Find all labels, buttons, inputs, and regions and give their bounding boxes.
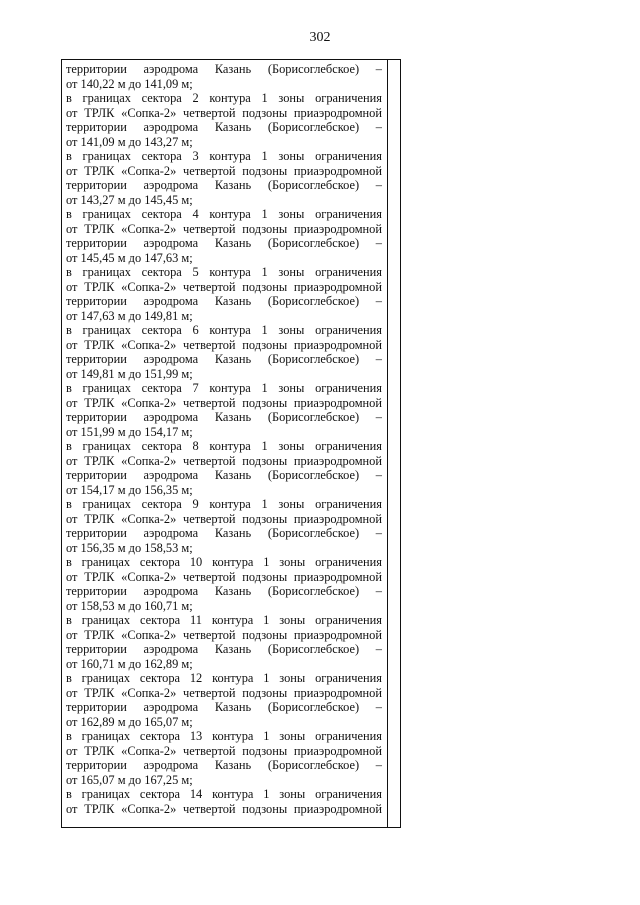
text-line: территории аэродрома Казань (Борисоглебское) – xyxy=(66,352,382,366)
text-line: от 158,53 м до 160,71 м; xyxy=(66,598,193,613)
text-line: в границах сектора 4 контура 1 зоны ограничения xyxy=(66,207,382,221)
text-line: от 151,99 м до 154,17 м; xyxy=(66,424,193,439)
text-line: территории аэродрома Казань (Борисоглебское) – xyxy=(66,236,382,250)
text-line: от ТРЛК «Сопка-2» четвертой подзоны приаэродромной xyxy=(66,163,382,178)
text-line: в границах сектора 11 контура 1 зоны ограничения xyxy=(66,613,382,627)
text-line: от 160,71 м до 162,89 м; xyxy=(66,656,193,671)
text-line: от 143,27 м до 145,45 м; xyxy=(66,192,193,207)
table-column-divider xyxy=(387,59,389,828)
text-line: территории аэродрома Казань (Борисоглебское) – xyxy=(66,178,382,192)
text-line: в границах сектора 7 контура 1 зоны ограничения xyxy=(66,381,382,395)
text-line: в границах сектора 12 контура 1 зоны ограничения xyxy=(66,671,382,685)
text-line: от 156,35 м до 158,53 м; xyxy=(66,540,193,555)
text-line: от ТРЛК «Сопка-2» четвертой подзоны приаэродромной xyxy=(66,453,382,468)
text-line: в границах сектора 10 контура 1 зоны ограничения xyxy=(66,555,382,569)
text-line: от ТРЛК «Сопка-2» четвертой подзоны приаэродромной xyxy=(66,105,382,120)
text-line: от 149,81 м до 151,99 м; xyxy=(66,366,193,381)
text-line: территории аэродрома Казань (Борисоглебское) – xyxy=(66,526,382,540)
text-line: от ТРЛК «Сопка-2» четвертой подзоны приаэродромной xyxy=(66,743,382,758)
text-line: от 162,89 м до 165,07 м; xyxy=(66,714,193,729)
text-line: от 147,63 м до 149,81 м; xyxy=(66,308,193,323)
text-line: территории аэродрома Казань (Борисоглебское) – xyxy=(66,700,382,714)
text-line: территории аэродрома Казань (Борисоглебское) – xyxy=(66,294,382,308)
text-line: в границах сектора 5 контура 1 зоны ограничения xyxy=(66,265,382,279)
text-line: территории аэродрома Казань (Борисоглебское) – xyxy=(66,642,382,656)
text-line: территории аэродрома Казань (Борисоглебское) – xyxy=(66,410,382,424)
text-line: в границах сектора 14 контура 1 зоны ограничения xyxy=(66,787,382,801)
restrictions-text-cell xyxy=(62,60,388,827)
page-number: 302 xyxy=(309,30,331,45)
text-line: от ТРЛК «Сопка-2» четвертой подзоны приаэродромной xyxy=(66,337,382,352)
text-line: от ТРЛК «Сопка-2» четвертой подзоны приаэродромной xyxy=(66,395,382,410)
text-line: от 141,09 м до 143,27 м; xyxy=(66,134,193,149)
text-line: от ТРЛК «Сопка-2» четвертой подзоны приаэродромной xyxy=(66,685,382,700)
text-line: в границах сектора 9 контура 1 зоны ограничения xyxy=(66,497,382,511)
text-line: территории аэродрома Казань (Борисоглебское) – xyxy=(66,468,382,482)
text-line: от ТРЛК «Сопка-2» четвертой подзоны приаэродромной xyxy=(66,569,382,584)
text-line: в границах сектора 3 контура 1 зоны ограничения xyxy=(66,149,382,163)
text-line: от ТРЛК «Сопка-2» четвертой подзоны приаэродромной xyxy=(66,221,382,236)
text-line: от 165,07 м до 167,25 м; xyxy=(66,772,193,787)
text-line: территории аэродрома Казань (Борисоглебское) – xyxy=(66,62,382,76)
text-line: в границах сектора 8 контура 1 зоны ограничения xyxy=(66,439,382,453)
text-line: от ТРЛК «Сопка-2» четвертой подзоны приаэродромной xyxy=(66,801,382,816)
text-line: от ТРЛК «Сопка-2» четвертой подзоны приаэродромной xyxy=(66,511,382,526)
text-line: от ТРЛК «Сопка-2» четвертой подзоны приаэродромной xyxy=(66,279,382,294)
text-line: территории аэродрома Казань (Борисоглебское) – xyxy=(66,758,382,772)
text-line: территории аэродрома Казань (Борисоглебское) – xyxy=(66,120,382,134)
text-line: территории аэродрома Казань (Борисоглебское) – xyxy=(66,584,382,598)
text-line: от 140,22 м до 141,09 м; xyxy=(66,76,193,91)
text-line: от 154,17 м до 156,35 м; xyxy=(66,482,193,497)
text-line: от 145,45 м до 147,63 м; xyxy=(66,250,193,265)
text-line: в границах сектора 2 контура 1 зоны ограничения xyxy=(66,91,382,105)
text-line: в границах сектора 6 контура 1 зоны ограничения xyxy=(66,323,382,337)
document-table xyxy=(61,59,401,828)
text-line: в границах сектора 13 контура 1 зоны ограничения xyxy=(66,729,382,743)
text-line: от ТРЛК «Сопка-2» четвертой подзоны приаэродромной xyxy=(66,627,382,642)
